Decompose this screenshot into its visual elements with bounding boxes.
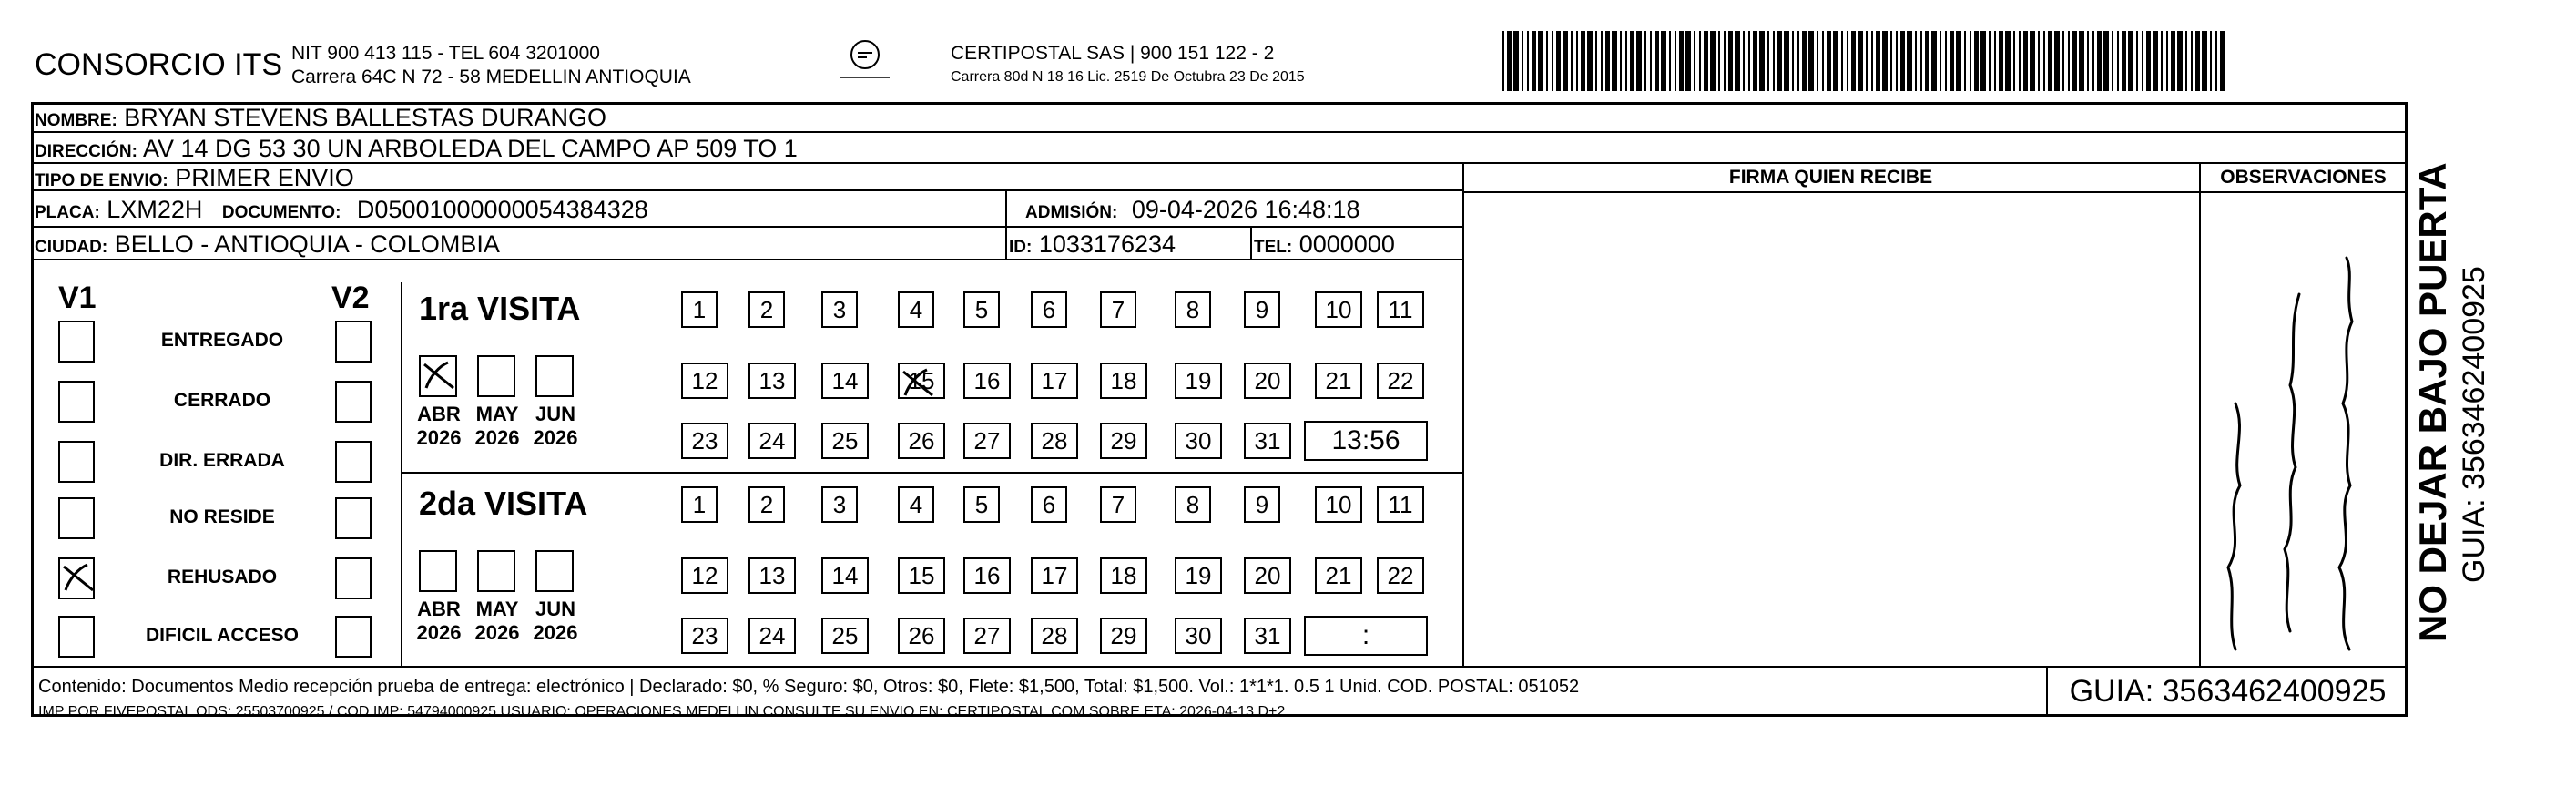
day-box[interactable]: 16 xyxy=(963,557,1011,594)
recipient-name: BRYAN STEVENS BALLESTAS DURANGO xyxy=(124,104,606,131)
day-box[interactable]: 1 xyxy=(681,486,718,523)
day-box[interactable]: 20 xyxy=(1244,557,1291,594)
divider xyxy=(1250,228,1252,260)
month-checkbox[interactable] xyxy=(477,355,515,397)
day-box[interactable]: 11 xyxy=(1377,291,1424,328)
day-box[interactable]: 6 xyxy=(1031,291,1067,328)
status-label: CERRADO xyxy=(173,390,271,411)
day-box[interactable]: 8 xyxy=(1175,486,1211,523)
carrier-line: CERTIPOSTAL SAS | 900 151 122 - 2 xyxy=(951,43,1275,64)
day-box[interactable]: 10 xyxy=(1315,291,1362,328)
day-box[interactable]: 3 xyxy=(821,486,858,523)
divider xyxy=(1005,191,1007,260)
direccion-row: DIRECCIÓN: AV 14 DG 53 30 UN ARBOLEDA DEL CAMPO AP 509 TO 1 xyxy=(31,133,2408,164)
admision-date: 09-04-2026 16:48:18 xyxy=(1131,196,1360,223)
ciudad-row: CIUDAD: BELLO - ANTIOQUIA - COLOMBIA xyxy=(31,228,1464,260)
placa-row: PLACA: LXM22H DOCUMENTO: D05001000000054384328 xyxy=(31,191,1464,228)
day-box[interactable]: 24 xyxy=(748,423,796,459)
visit-title: 2da VISITA xyxy=(419,485,588,522)
day-box[interactable]: 28 xyxy=(1031,423,1078,459)
day-box[interactable]: 9 xyxy=(1244,291,1280,328)
day-box[interactable]: 4 xyxy=(898,291,934,328)
day-box[interactable]: 25 xyxy=(821,618,869,654)
tel-number: 0000000 xyxy=(1298,230,1395,258)
v2-checkbox[interactable] xyxy=(335,497,372,539)
day-box[interactable]: 2 xyxy=(748,486,785,523)
day-box[interactable]: 30 xyxy=(1175,618,1222,654)
v2-checkbox[interactable] xyxy=(335,441,372,483)
divider xyxy=(1462,191,2408,193)
day-box[interactable]: 1 xyxy=(681,291,718,328)
status-label: DIFICIL ACCESO xyxy=(145,625,299,646)
day-box[interactable]: 17 xyxy=(1031,363,1078,399)
v2-header: V2 xyxy=(331,281,370,315)
day-box[interactable]: 17 xyxy=(1031,557,1078,594)
day-box[interactable]: 21 xyxy=(1315,363,1362,399)
month-checkbox[interactable] xyxy=(419,355,457,397)
day-box[interactable]: 31 xyxy=(1244,423,1291,459)
day-box[interactable]: 13 xyxy=(748,363,796,399)
certipostal-logo xyxy=(833,36,897,91)
month-label: MAY 2026 xyxy=(474,403,520,449)
day-box[interactable]: 19 xyxy=(1175,557,1222,594)
carrier-address: Carrera 80d N 18 16 Lic. 2519 De Octubra 23 De 2015 xyxy=(951,69,1305,85)
nit-line: NIT 900 413 115 - TEL 604 3201000 xyxy=(291,43,600,64)
day-box[interactable]: 27 xyxy=(963,618,1011,654)
v2-checkbox[interactable] xyxy=(335,616,372,658)
v2-checkbox[interactable] xyxy=(335,557,372,599)
day-box[interactable]: 18 xyxy=(1100,363,1147,399)
day-box[interactable]: 14 xyxy=(821,363,869,399)
contenido-text: Contenido: Documentos Medio recepción prueba de entrega: electrónico | Declarado: $0, % Seguro: $0, Otros: $0, Flete: $1,500, Total: $1,500. Vol.: 1*1*1. 0.5 1 Unid. COD. POSTAL: 051052 xyxy=(38,677,1580,697)
observaciones-header: OBSERVACIONES xyxy=(2220,167,2387,188)
visit-title: 1ra VISITA xyxy=(419,290,581,327)
tel-field: TEL: 0000000 xyxy=(1254,230,1395,258)
company-name: CONSORCIO ITS xyxy=(35,47,283,82)
side-guia: GUIA: 3563462400925 xyxy=(2457,266,2491,583)
status-label: NO RESIDE xyxy=(169,506,275,527)
month-checkbox[interactable] xyxy=(477,550,515,592)
day-box[interactable]: 5 xyxy=(963,291,1000,328)
day-box[interactable]: 27 xyxy=(963,423,1011,459)
day-box[interactable]: 31 xyxy=(1244,618,1291,654)
month-checkbox[interactable] xyxy=(535,355,574,397)
status-label: ENTREGADO xyxy=(160,330,284,351)
document-number: D05001000000054384328 xyxy=(356,196,648,223)
v2-checkbox[interactable] xyxy=(335,321,372,363)
day-box[interactable]: 14 xyxy=(821,557,869,594)
day-box[interactable]: 23 xyxy=(681,423,728,459)
day-box[interactable]: 21 xyxy=(1315,557,1362,594)
shipment-type: PRIMER ENVIO xyxy=(175,164,354,191)
tipo-row: TIPO DE ENVIO: PRIMER ENVIO xyxy=(31,164,1464,191)
day-box[interactable]: 8 xyxy=(1175,291,1211,328)
day-box[interactable]: 19 xyxy=(1175,363,1222,399)
day-box[interactable]: 6 xyxy=(1031,486,1067,523)
status-label: DIR. ERRADA xyxy=(159,450,285,471)
day-box[interactable]: 4 xyxy=(898,486,934,523)
plate: LXM22H xyxy=(107,196,203,223)
day-box[interactable]: 28 xyxy=(1031,618,1078,654)
day-box[interactable]: 23 xyxy=(681,618,728,654)
id-number: 1033176234 xyxy=(1038,230,1176,258)
visit-time[interactable]: 13:56 xyxy=(1304,421,1428,461)
day-box[interactable]: 5 xyxy=(963,486,1000,523)
day-box[interactable]: 11 xyxy=(1377,486,1424,523)
month-label: JUN 2026 xyxy=(533,403,578,449)
day-box[interactable]: 22 xyxy=(1377,557,1424,594)
month-label: JUN 2026 xyxy=(533,598,578,644)
day-box[interactable]: 22 xyxy=(1377,363,1424,399)
imp-text: IMP POR FIVEPOSTAL ODS: 25503700925 / COD.IMP: 54794000925 USUARIO: OPERACIONES MEDELLIN CONSULTE SU ENVIO EN: CERTIPOSTAL.COM SOBRE ETA: 2026-04-13 D+2 xyxy=(38,704,1286,720)
day-box[interactable]: 29 xyxy=(1100,423,1147,459)
no-dejar-warning: NO DEJAR BAJO PUERTA xyxy=(2411,162,2454,642)
day-box[interactable]: 10 xyxy=(1315,486,1362,523)
month-checkbox[interactable] xyxy=(535,550,574,592)
day-box[interactable]: 29 xyxy=(1100,618,1147,654)
day-box[interactable]: 20 xyxy=(1244,363,1291,399)
status-label: REHUSADO xyxy=(167,567,278,587)
month-label: ABR 2026 xyxy=(416,598,462,644)
barcode xyxy=(1502,31,2226,91)
company-info xyxy=(291,42,691,89)
day-box[interactable]: 13 xyxy=(748,557,796,594)
firma-header: FIRMA QUIEN RECIBE xyxy=(1728,167,1933,188)
observaciones-handwriting xyxy=(2199,194,2408,666)
id-field: ID: 1033176234 xyxy=(1009,230,1176,258)
divider xyxy=(1462,164,1464,666)
nombre-row: NOMBRE: BRYAN STEVENS BALLESTAS DURANGO xyxy=(31,102,2408,133)
month-label: ABR 2026 xyxy=(416,403,462,449)
city: BELLO - ANTIOQUIA - COLOMBIA xyxy=(114,230,500,258)
divider xyxy=(401,472,1462,474)
day-box[interactable]: 15 xyxy=(898,557,945,594)
day-box[interactable]: 3 xyxy=(821,291,858,328)
day-box[interactable]: 26 xyxy=(898,618,945,654)
month-checkbox[interactable] xyxy=(419,550,457,592)
day-box[interactable]: 7 xyxy=(1100,486,1136,523)
day-box[interactable]: 26 xyxy=(898,423,945,459)
carrier-info xyxy=(951,42,1305,89)
divider xyxy=(401,282,402,666)
company-address: Carrera 64C N 72 - 58 MEDELLIN ANTIOQUIA xyxy=(291,66,691,87)
guia-number: GUIA: 3563462400925 xyxy=(2046,666,2408,717)
v2-checkbox[interactable] xyxy=(335,381,372,423)
day-box[interactable]: 25 xyxy=(821,423,869,459)
day-box[interactable]: 15 xyxy=(898,363,945,399)
month-label: MAY 2026 xyxy=(474,598,520,644)
recipient-address: AV 14 DG 53 30 UN ARBOLEDA DEL CAMPO AP 509 TO 1 xyxy=(142,135,798,162)
day-box[interactable]: 7 xyxy=(1100,291,1136,328)
admision: ADMISIÓN: 09-04-2026 16:48:18 xyxy=(1025,196,1360,223)
day-box[interactable]: 12 xyxy=(681,557,728,594)
visit-time[interactable]: : xyxy=(1304,616,1428,656)
day-box[interactable]: 30 xyxy=(1175,423,1222,459)
day-box[interactable]: 16 xyxy=(963,363,1011,399)
day-box[interactable]: 9 xyxy=(1244,486,1280,523)
day-box[interactable]: 24 xyxy=(748,618,796,654)
v1-header: V1 xyxy=(58,281,97,315)
day-box[interactable]: 12 xyxy=(681,363,728,399)
day-box[interactable]: 18 xyxy=(1100,557,1147,594)
day-box[interactable]: 2 xyxy=(748,291,785,328)
